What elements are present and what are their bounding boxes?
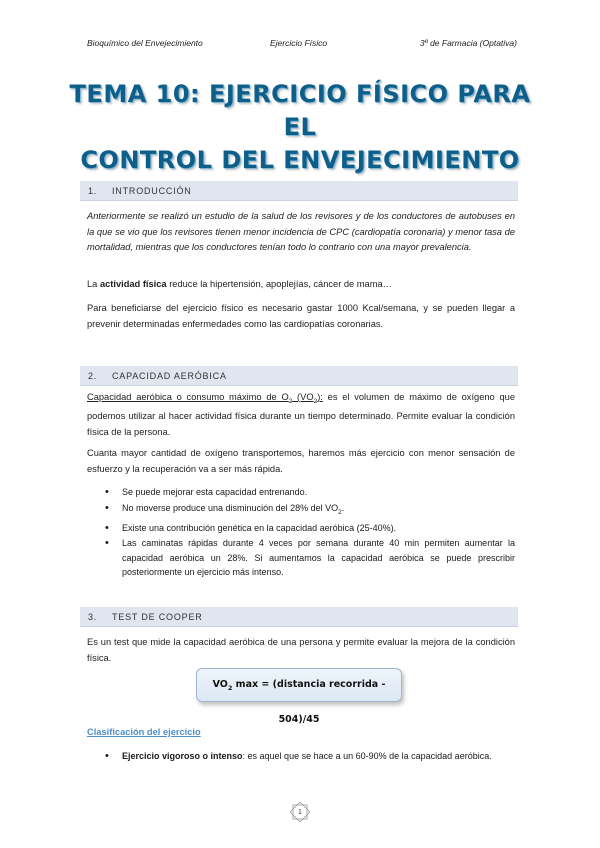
aerobic-paragraph-2: Cuanta mayor cantidad de oxígeno transportemos, haremos más ejercicio con menor sensación de esfuerzo y la recuperación va a ser más rápida. xyxy=(87,448,515,474)
section-label: CAPACIDAD AERÓBICA xyxy=(112,371,227,381)
intro-paragraph-3: Para beneficiarse del ejercicio físico es necesario gastar 1000 Kcal/semana, y se pueden llegar a prevenir determinadas enfermedades como las cardiopatías coronarias. xyxy=(87,303,515,329)
list-item xyxy=(105,749,515,764)
intro-paragraph-1: Anteriormente se realizó un estudio de la salud de los revisores y de los conductores de autobuses en la que se vio que los revisores tienen menor incidencia de CPC (cardiopatía coronaria) y menor tasa de mortalidad, mientras que los conductores tenían todo lo contrario con una mayor prevalencia. xyxy=(87,211,515,252)
section-heading-introduccion xyxy=(80,181,518,201)
header-course: Bioquímico del Envejecimiento xyxy=(87,38,203,48)
formula-sub: 2 xyxy=(227,683,233,692)
section-number: 1. xyxy=(88,186,98,196)
bullet-rest-text: : es aquel que se hace a un 60-90% de la capacidad aeróbica. xyxy=(242,751,492,761)
section-number: 2. xyxy=(88,371,98,381)
section-label: TEST DE COOPER xyxy=(112,612,203,622)
cooper-formula-box xyxy=(196,668,402,725)
formula-post: max = (distancia recorrida - 504)/45 xyxy=(232,679,386,725)
section-heading-capacidad-aerobica xyxy=(80,366,518,386)
aerobic-bullet-list xyxy=(105,485,515,581)
intro-p2-bold: actividad física xyxy=(99,279,167,289)
section-heading-test-de-cooper xyxy=(80,607,518,627)
exercise-classification-heading: Clasificación del ejercicio xyxy=(87,727,201,737)
intro-p2-pre: La xyxy=(87,279,98,289)
formula-pre: VO xyxy=(212,679,228,690)
bullet-bold-term: Ejercicio vigoroso o intenso xyxy=(122,751,243,761)
cooper-paragraph: Es un test que mide la capacidad aeróbica de una persona y permite evaluar la mejora de la condición física. xyxy=(87,637,515,663)
page-title xyxy=(60,78,540,177)
section-label: INTRODUCCIÓN xyxy=(112,186,192,196)
header-topic: Ejercicio Físico xyxy=(270,38,328,48)
classification-bullet-list xyxy=(105,749,515,765)
header-degree: 3º de Farmacia (Optativa) xyxy=(419,38,517,48)
title-line-2: CONTROL DEL ENVEJECIMIENTO xyxy=(80,146,520,174)
section-number: 3. xyxy=(88,612,98,622)
list-item: • Se puede mejorar esta capacidad entrenando. xyxy=(105,485,515,500)
title-line-1: TEMA 10: EJERCICIO FÍSICO PARA EL xyxy=(69,80,531,141)
intro-paragraph-2 xyxy=(87,277,515,293)
aerobic-definition xyxy=(87,390,515,440)
list-item: • Las caminatas rápidas durante 4 veces por semana durante 40 min permiten aumentar la capacidad aeróbica un 28%. Si aumentamos la capacidad aeróbica se puede prescribir posteriormente un ejercicio más intenso. xyxy=(105,536,515,580)
list-item: • No moverse produce una disminución del 28% del $VO_2$. xyxy=(105,501,515,520)
aerobic-term: Capacidad aeróbica o consumo máximo de $O_2$ $(VO_2)$: xyxy=(87,392,323,405)
list-item: • Existe una contribución genética en la capacidad aeróbica (25-40%). xyxy=(105,521,515,536)
intro-p2-post: reduce la hipertensión, apoplejías, cáncer de mama… xyxy=(169,279,392,289)
aerobic-definition-text: es el volumen de máximo de oxígeno que podemos utilizar al hacer actividad física durante un tiempo determinado. Permite evaluar la condición física de la persona. xyxy=(87,392,515,437)
page-number: 1 xyxy=(298,809,302,816)
